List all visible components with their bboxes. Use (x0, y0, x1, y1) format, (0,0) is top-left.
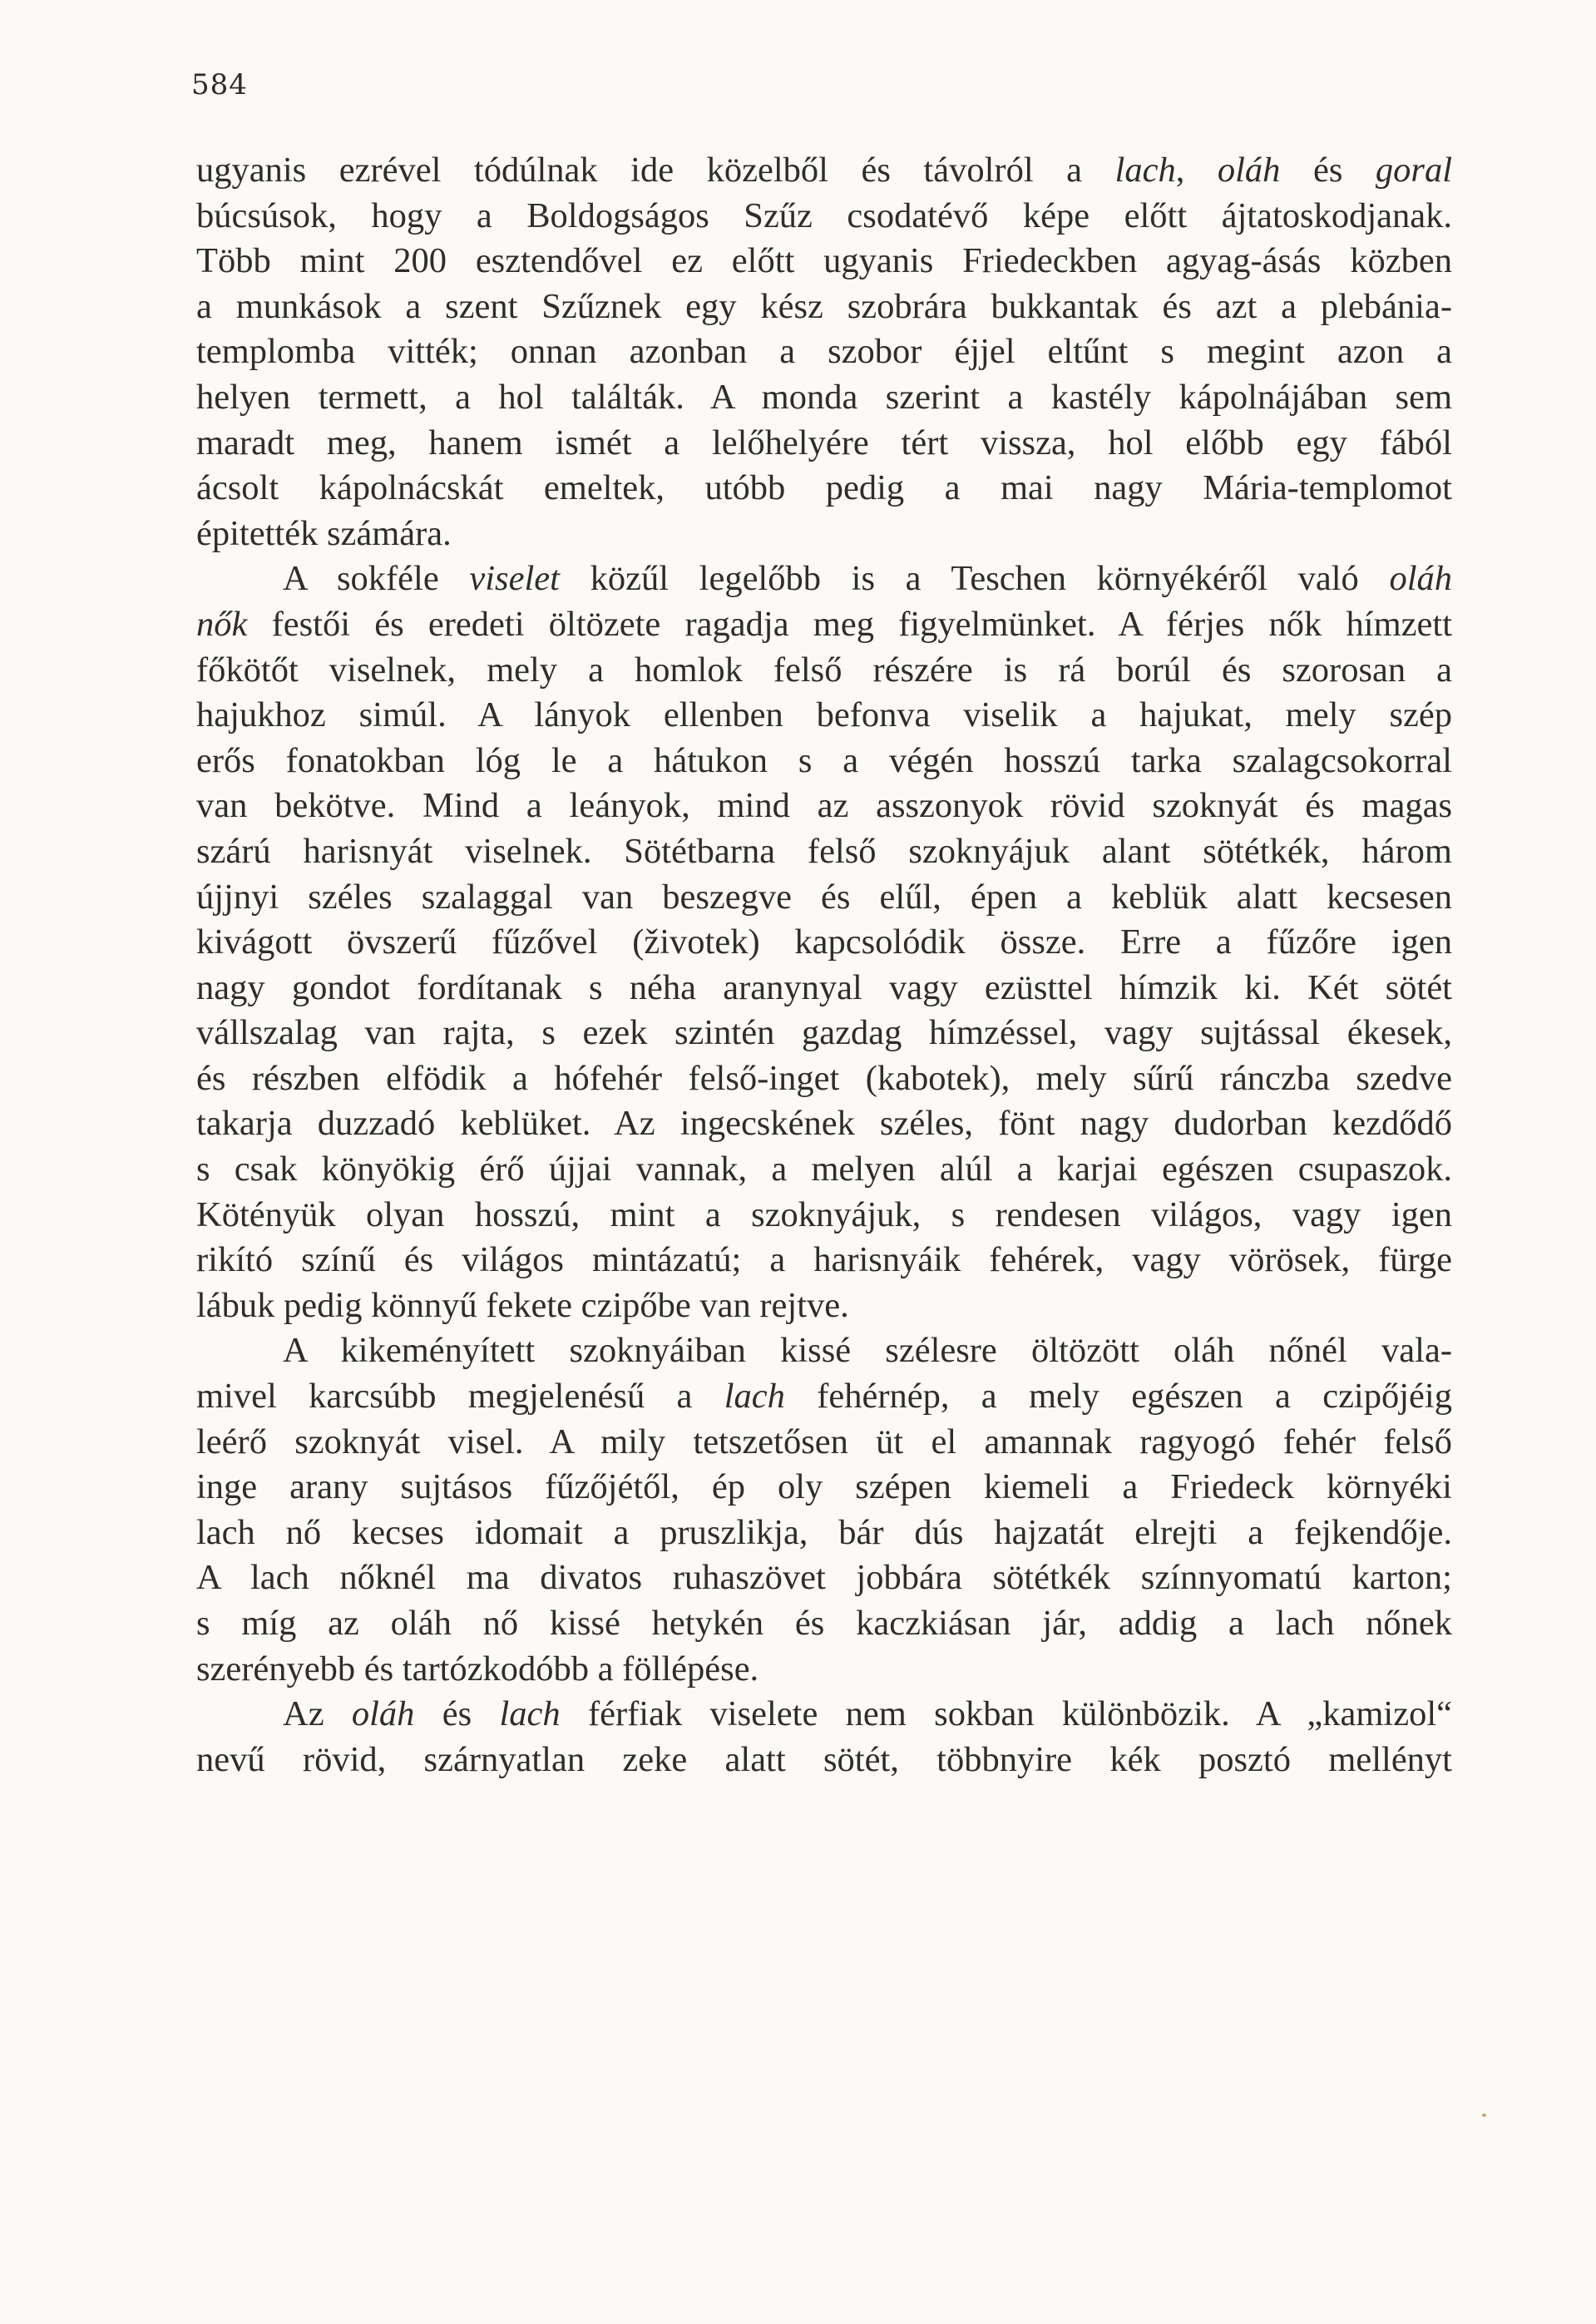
text-line (196, 602, 1452, 648)
text-run: mivel karcsúbb megjelenésű a (196, 1377, 724, 1417)
text-run: erős fonatokban lóg le a hátukon s a végén hosszú tarka szalagcsokorral (196, 740, 1452, 780)
text-run: rikító színű és világos mintázatú; a harisnyáik fehérek, vagy vörösek, fürge (196, 1240, 1452, 1280)
italic-term: lach (1114, 151, 1176, 190)
text-line-content (196, 922, 1452, 962)
text-line-content (196, 605, 1452, 644)
text-run: nagy gondot fordítanak s néha aranynyal vagy ezüsttel hímzik ki. Két sötét (196, 967, 1452, 1007)
text-line (196, 1511, 1452, 1556)
italic-term: oláh (351, 1694, 415, 1734)
text-line-content (196, 786, 1452, 825)
text-line-content (196, 1195, 1452, 1234)
body-text (196, 148, 1452, 1783)
text-line (196, 1465, 1452, 1511)
page-number: 584 (191, 68, 248, 101)
text-line (196, 1056, 1452, 1102)
text-line (196, 512, 1452, 557)
text-run: férfiak viselete nem sokban különbözik. A „kamizol“ (560, 1694, 1452, 1734)
text-line (196, 556, 1452, 602)
text-run: inge arany sujtásos fűzőjétől, ép oly szépen kiemeli a Friedeck környéki (196, 1467, 1452, 1507)
text-line-content (196, 423, 1452, 462)
text-run: szerényebb és tartózkodóbb a föllépése. (196, 1649, 759, 1689)
text-run: takarja duzzadó keblüket. Az ingecskének széles, fönt nagy dudorban kezdődő (196, 1104, 1452, 1144)
text-line-content (196, 695, 1452, 734)
text-line-content (196, 196, 1452, 235)
text-run: s csak könyökig érő újjai vannak, a melyen alúl a karjai egészen csupaszok. (196, 1150, 1452, 1189)
text-line-content (196, 1558, 1452, 1597)
italic-term: lach (724, 1377, 785, 1417)
italic-term: oláh (1389, 559, 1452, 599)
text-run: maradt meg, hanem ismét a lelőhelyére tért vissza, hol előbb egy fából (196, 423, 1452, 462)
text-run: lach nő kecses idomait a pruszlikja, bár dús hajzatát elrejti a fejkendője. (196, 1512, 1452, 1552)
text-line-content (196, 1649, 758, 1689)
text-line (196, 1420, 1452, 1466)
text-line-content (196, 1150, 1452, 1189)
paper-spot (1482, 2114, 1486, 2117)
text-run: főkötőt viselnek, mely a homlok felső részére is rá borúl és szorosan a (196, 650, 1452, 690)
text-line-content (196, 1059, 1452, 1098)
text-run: és (1280, 151, 1376, 190)
text-line (196, 1601, 1452, 1647)
text-run: szárú harisnyát viselnek. Sötétbarna felső szoknyájuk alant sötétkék, három (196, 831, 1452, 871)
text-line (196, 739, 1452, 784)
italic-term: goral (1375, 151, 1452, 190)
text-run: A sokféle (283, 559, 470, 599)
text-line-content (196, 151, 1452, 190)
text-line-content (196, 1013, 1452, 1052)
text-line-content (196, 241, 1452, 280)
text-line-content (196, 1377, 1452, 1416)
text-line (196, 329, 1452, 375)
text-run: helyen termett, a hol találták. A monda szerint a kastély kápolnájában sem (196, 377, 1452, 417)
text-line (196, 1692, 1452, 1738)
text-line (196, 1647, 1452, 1693)
text-line (196, 466, 1452, 512)
text-run: A kikeményített szoknyáiban kissé szélesre öltözött oláh nőnél vala- (283, 1331, 1452, 1371)
text-line-content (196, 1422, 1452, 1461)
text-line (196, 375, 1452, 421)
text-line-content (196, 468, 1452, 507)
text-run: s míg az oláh nő kissé hetykén és kaczkiásan jár, addig a lach nőnek (196, 1604, 1452, 1643)
italic-term: oláh (1217, 151, 1281, 190)
text-line (196, 875, 1452, 921)
text-line-content (196, 832, 1452, 871)
text-line (196, 1738, 1452, 1783)
text-run: a munkások a szent Szűznek egy kész szobrára bukkantak és azt a plebánia- (196, 286, 1452, 326)
text-line-content (196, 1513, 1452, 1552)
text-line-content (196, 514, 452, 553)
text-run: búcsúsok, hogy a Boldogságos Szűz csodatévő képe előtt ájtatoskodjanak. (196, 195, 1452, 235)
text-run: nevű rövid, szárnyatlan zeke alatt sötét, többnyire kék posztó mellényt (196, 1739, 1452, 1779)
text-run: épitették számára. (196, 513, 452, 553)
text-line (196, 1147, 1452, 1193)
text-line (196, 284, 1452, 330)
text-run: A lach nőknél ma divatos ruhaszövet jobbára sötétkék színnyomatú karton; (196, 1558, 1452, 1598)
text-run: festői és eredeti öltözete ragadja meg figyelmünket. A férjes nők hímzett (247, 604, 1452, 644)
text-line (196, 1238, 1452, 1283)
text-line (196, 421, 1452, 467)
text-line (196, 1555, 1452, 1601)
text-run: templomba vitték; onnan azonban a szobor éjjel eltűnt s megint azon a (196, 332, 1452, 372)
text-line-content (196, 1604, 1452, 1643)
text-line (196, 1328, 1452, 1374)
text-line-content (196, 332, 1452, 371)
text-run: , (1175, 151, 1218, 190)
text-line-content (196, 1104, 1452, 1143)
text-line-content (196, 1286, 849, 1325)
text-line-content (196, 1740, 1452, 1779)
text-line-content (283, 1331, 1452, 1370)
text-line-content (196, 650, 1452, 690)
text-run: vállszalag van rajta, s ezek szintén gazdag hímzéssel, vagy sujtással ékesek, (196, 1013, 1452, 1053)
text-line-content (196, 741, 1452, 780)
text-line-content (196, 968, 1452, 1007)
text-line (196, 966, 1452, 1011)
text-run: leérő szoknyát visel. A mily tetszetősen üt el amannak ragyogó fehér felső (196, 1422, 1452, 1461)
text-line-content (196, 378, 1452, 417)
text-line (196, 1011, 1452, 1056)
text-run: ácsolt kápolnácskát emeltek, utóbb pedig a mai nagy Mária-templomot (196, 468, 1452, 508)
text-line (196, 784, 1452, 829)
text-line-content (196, 1467, 1452, 1506)
italic-term: nők (196, 604, 248, 644)
text-line (196, 239, 1452, 284)
text-run: és részben elfödik a hófehér felső-inget (kabotek), mely sűrű ránczba szedve (196, 1058, 1452, 1098)
text-line (196, 194, 1452, 240)
text-line (196, 1374, 1452, 1420)
text-run: van bekötve. Mind a leányok, mind az asszonyok rövid szoknyát és magas (196, 786, 1452, 826)
italic-term: lach (499, 1694, 561, 1734)
text-line-content (283, 1694, 1452, 1733)
text-line (196, 829, 1452, 875)
text-line (196, 1101, 1452, 1147)
text-run: Több mint 200 esztendővel ez előtt ugyanis Friedeckben agyag-ásás közben (196, 241, 1452, 281)
text-run: Az (283, 1694, 352, 1734)
text-line-content (196, 1240, 1452, 1279)
text-run: kivágott övszerű fűzővel (životek) kapcsolódik össze. Erre a fűzőre igen (196, 922, 1452, 962)
text-run: és (414, 1694, 500, 1734)
text-line (196, 920, 1452, 966)
text-run: hajukhoz simúl. A lányok ellenben befonva viselik a hajukat, mely szép (196, 695, 1452, 735)
text-line-content (196, 287, 1452, 326)
text-line (196, 1283, 1452, 1329)
italic-term: viselet (469, 559, 560, 599)
text-run: fehérnép, a mely egészen a czipőjéig (784, 1377, 1452, 1417)
text-run: lábuk pedig könnyű fekete czipőbe van rejtve. (196, 1285, 849, 1325)
text-run: újjnyi széles szalaggal van beszegve és elűl, épen a keblük alatt kecsesen (196, 877, 1452, 917)
text-run: közűl legelőbb is a Teschen környékéről való (559, 559, 1390, 599)
text-run: Kötényük olyan hosszú, mint a szoknyájuk, s rendesen világos, vagy igen (196, 1194, 1452, 1234)
text-run: ugyanis ezrével tódúlnak ide közelből és távolról a (196, 151, 1115, 190)
text-line (196, 648, 1452, 694)
text-line (196, 1193, 1452, 1239)
text-line-content (283, 559, 1452, 598)
text-line (196, 148, 1452, 194)
text-line-content (196, 878, 1452, 917)
text-line (196, 693, 1452, 739)
